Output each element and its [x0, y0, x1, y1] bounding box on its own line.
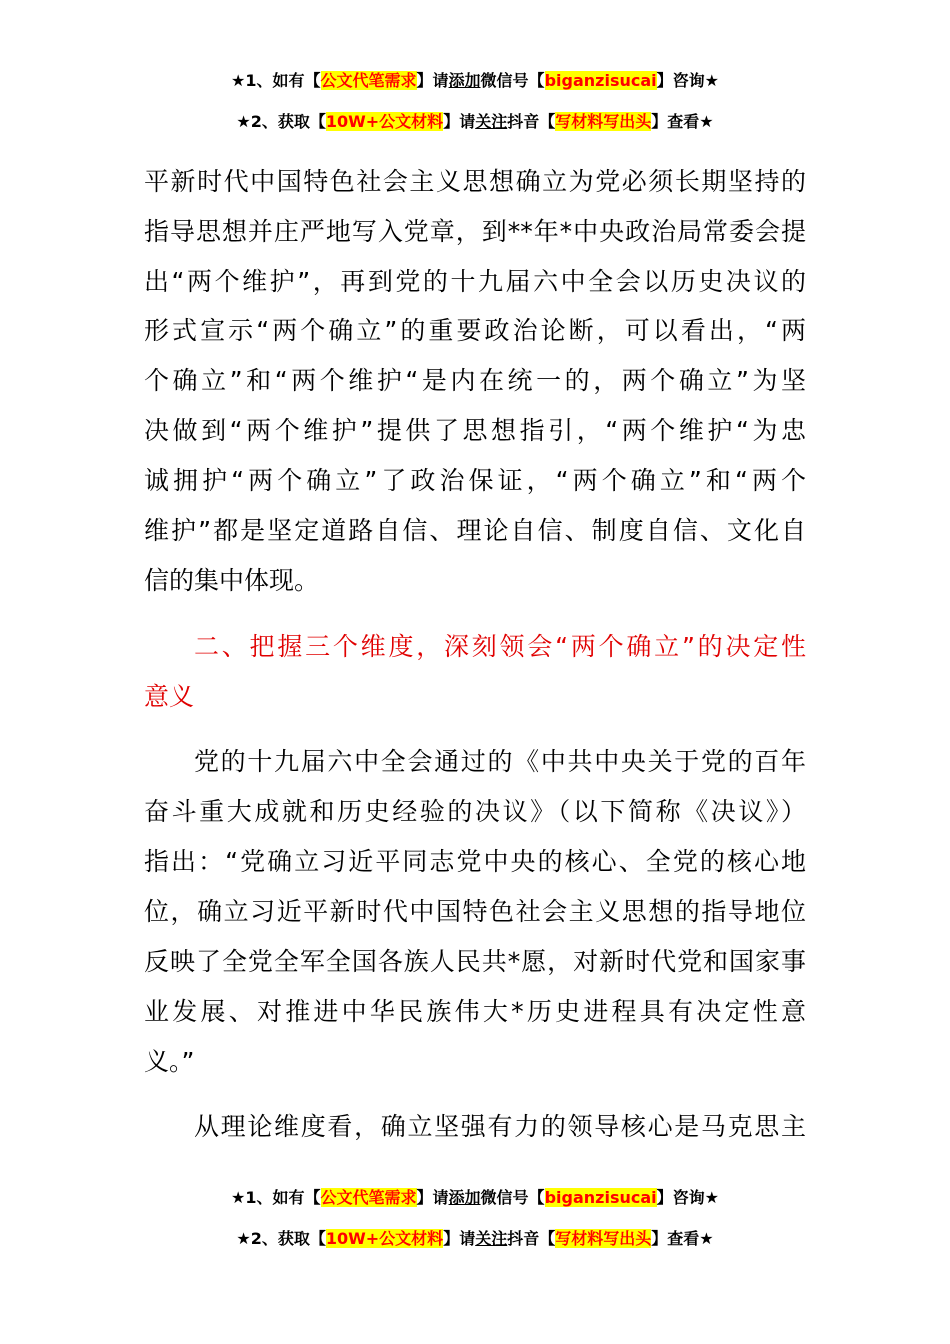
banner-text: 抖音【 — [507, 112, 556, 131]
banner-text: 抖音【 — [507, 1229, 556, 1248]
section-heading: 二、把握三个维度，深刻领会“两个确立”的决定性 — [194, 632, 806, 661]
banner-line-1 — [0, 1187, 950, 1209]
banner-text: 】查看★ — [651, 1229, 714, 1248]
paragraph-2-line: 党的十九届六中全会通过的《中共中央关于党的百年 — [194, 747, 806, 776]
section-heading: 意义 — [144, 682, 195, 711]
banner-text: 】请 — [443, 112, 476, 131]
wechat-id: biganzisucai — [544, 71, 657, 90]
paragraph-2-line: 反映了全党全军全国各族人民共*愿，对新时代党和国家事 — [144, 947, 806, 976]
paragraph-1-line: 信的集中体现。 — [144, 566, 320, 595]
banner-text: ★2、获取【 — [236, 1229, 326, 1248]
underlined-text: 添加 — [448, 71, 481, 90]
banner-text: 】查看★ — [651, 112, 714, 131]
paragraph-1-line: 出“两个维护”，再到党的十九届六中全会以历史决议的 — [144, 267, 806, 296]
underlined-text: 添加 — [448, 1188, 481, 1207]
banner-text: 】请 — [416, 71, 449, 90]
paragraph-1-line: 指导思想并庄严地写入党章，到**年*中央政治局常委会提 — [144, 217, 806, 246]
highlight-text: 公文代笔需求 — [320, 1188, 417, 1207]
banner-text: 】请 — [416, 1188, 449, 1207]
banner-text: 微信号【 — [480, 71, 545, 90]
highlight-text: 公文代笔需求 — [320, 71, 417, 90]
douyin-account: 写材料写出头 — [555, 1229, 652, 1248]
banner-text: 】请 — [443, 1229, 476, 1248]
highlight-text: 10W+公文材料 — [325, 1229, 444, 1248]
banner-text: 】咨询★ — [656, 71, 719, 90]
highlight-text: 10W+公文材料 — [325, 112, 444, 131]
paragraph-3-line: 从理论维度看，确立坚强有力的领导核心是马克思主 — [194, 1112, 806, 1141]
wechat-id: biganzisucai — [544, 1188, 657, 1207]
paragraph-1-line: 个确立”和“两个维护“是内在统一的，两个确立”为坚 — [144, 366, 806, 395]
underlined-text: 关注 — [475, 112, 508, 131]
paragraph-2-line: 指出：“党确立习近平同志党中央的核心、全党的核心地 — [144, 847, 806, 876]
banner-text: ★1、如有【 — [231, 71, 321, 90]
douyin-account: 写材料写出头 — [555, 112, 652, 131]
paragraph-1-line: 诚拥护“两个确立”了政治保证，“两个确立”和“两个 — [144, 466, 806, 495]
banner-text: ★1、如有【 — [231, 1188, 321, 1207]
underlined-text: 关注 — [475, 1229, 508, 1248]
paragraph-1-line: 平新时代中国特色社会主义思想确立为党必须长期坚持的 — [144, 167, 806, 196]
paragraph-2-line: 业发展、对推进中华民族伟大*历史进程具有决定性意 — [144, 997, 806, 1026]
banner-text: ★2、获取【 — [236, 112, 326, 131]
paragraph-2-line: 义。” — [144, 1047, 195, 1076]
banner-text: 微信号【 — [480, 1188, 545, 1207]
paragraph-2-line: 奋斗重大成就和历史经验的决议》（以下简称《决议》） — [144, 797, 806, 826]
paragraph-1-line: 维护”都是坚定道路自信、理论自信、制度自信、文化自 — [144, 516, 806, 545]
banner-text: 】咨询★ — [656, 1188, 719, 1207]
paragraph-1-line: 形式宣示“两个确立”的重要政治论断，可以看出，“两 — [144, 316, 806, 345]
banner-line-1 — [0, 70, 950, 92]
paragraph-2-line: 位，确立习近平新时代中国特色社会主义思想的指导地位 — [144, 897, 806, 926]
paragraph-1-line: 决做到“两个维护”提供了思想指引，“两个维护“为忠 — [144, 416, 806, 445]
banner-line-2 — [0, 1228, 950, 1250]
banner-line-2 — [0, 111, 950, 133]
